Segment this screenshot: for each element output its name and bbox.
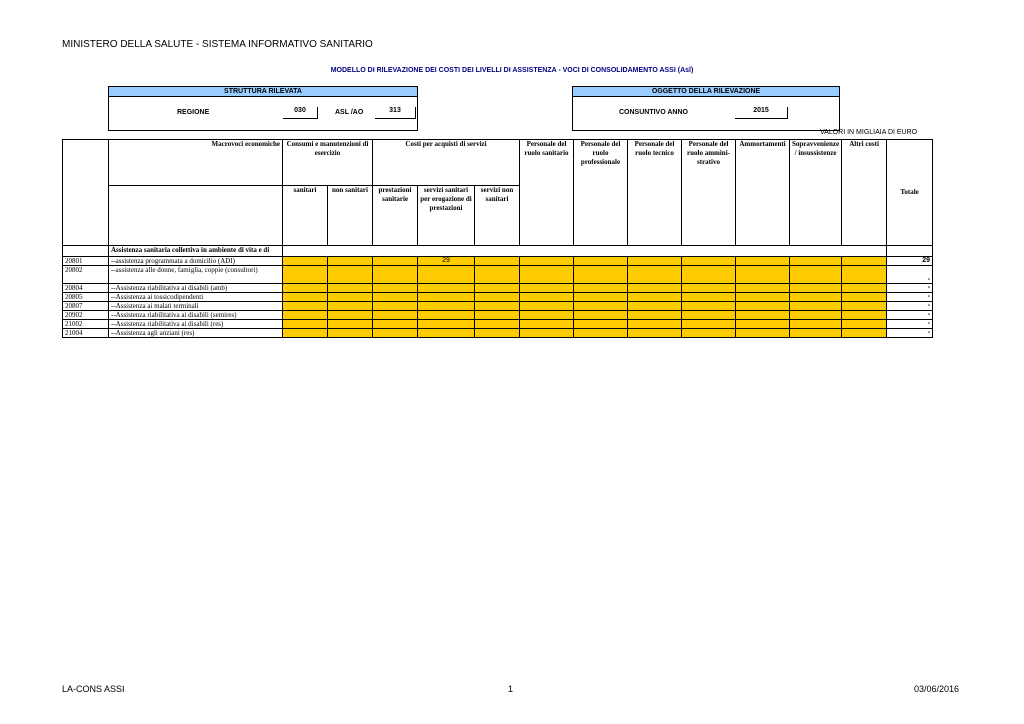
col-personale-tecnico: Personale del ruolo tecnico <box>628 140 682 246</box>
cell-servizi-sanitari[interactable] <box>418 311 475 320</box>
consuntivo-label: CONSUNTIVO ANNO <box>619 109 688 116</box>
cell-altri-costi[interactable] <box>842 311 887 320</box>
cell-servizi-non-sanitari[interactable] <box>475 293 520 302</box>
regione-value: 030 <box>283 107 318 119</box>
row-total: - <box>887 320 933 329</box>
cell-sanitari[interactable] <box>283 257 328 266</box>
cell-personale-professionale[interactable] <box>574 302 628 311</box>
footer-sheet-name: LA-CONS ASSI <box>62 684 125 694</box>
cell-personale-tecnico[interactable] <box>628 329 682 338</box>
row-total: 29 <box>887 257 933 266</box>
cell-personale-amministrativo[interactable] <box>682 329 736 338</box>
col-macrovoci: Macrovoci economiche <box>109 140 283 186</box>
cell-servizi-non-sanitari[interactable] <box>475 320 520 329</box>
col-sopravvenienze: Sopravvenienze / insussistenze <box>790 140 842 246</box>
row-label: --Assistenza riabilitativa ai disabili (res) <box>109 320 283 329</box>
row-code: 20902 <box>63 311 109 320</box>
row-code: 20805 <box>63 293 109 302</box>
cell-servizi-non-sanitari[interactable] <box>475 311 520 320</box>
cell-ammortamenti[interactable] <box>736 257 790 266</box>
cell-servizi-non-sanitari[interactable] <box>475 329 520 338</box>
cell-altri-costi[interactable] <box>842 266 887 284</box>
row-label: --Assistenza agli anziani (res) <box>109 329 283 338</box>
section-fill <box>283 246 887 257</box>
asl-label: ASL /AO <box>335 109 364 116</box>
oggetto-box <box>572 86 840 131</box>
cell-sopravvenienze[interactable] <box>790 266 842 284</box>
cell-prestazioni-sanitarie[interactable] <box>373 320 418 329</box>
cell-servizi-non-sanitari[interactable] <box>475 284 520 293</box>
col-personale-sanitario: Personale del ruolo sanitario <box>520 140 574 246</box>
cell-personale-professionale[interactable] <box>574 329 628 338</box>
cell-personale-amministrativo[interactable] <box>682 266 736 284</box>
cell-ammortamenti[interactable] <box>736 329 790 338</box>
cell-personale-sanitario[interactable] <box>520 293 574 302</box>
cell-sopravvenienze[interactable] <box>790 293 842 302</box>
cell-servizi-sanitari[interactable] <box>418 320 475 329</box>
cell-personale-sanitario[interactable] <box>520 266 574 284</box>
cell-ammortamenti[interactable] <box>736 284 790 293</box>
col-servizi-non-sanitari: servizi non sanitari <box>475 186 520 246</box>
cell-personale-amministrativo[interactable] <box>682 257 736 266</box>
row-label: --assistenza programmata a domicilio (ADI) <box>109 257 283 266</box>
cell-personale-professionale[interactable] <box>574 257 628 266</box>
table-row <box>63 311 933 320</box>
col-servizi-sanitari: servizi sanitari per erogazione di prestazioni <box>418 186 475 246</box>
cell-non-sanitari[interactable] <box>328 320 373 329</box>
cell-ammortamenti[interactable] <box>736 311 790 320</box>
section-total-cell <box>887 246 933 257</box>
row-label: --assistenza alle donne, famiglia, coppie (consultori) <box>109 266 283 284</box>
cell-servizi-sanitari[interactable] <box>418 266 475 284</box>
cell-personale-amministrativo[interactable] <box>682 302 736 311</box>
cell-altri-costi[interactable] <box>842 329 887 338</box>
oggetto-title: OGGETTO DELLA RILEVAZIONE <box>572 86 840 97</box>
macrovoci-spacer <box>109 186 283 246</box>
valori-label: VALORI IN MIGLIAIA DI EURO <box>820 129 918 136</box>
cost-table <box>62 139 933 338</box>
row-label: --Assistenza ai tossicodipendenti <box>109 293 283 302</box>
table-row <box>63 257 933 266</box>
cell-prestazioni-sanitarie[interactable] <box>373 293 418 302</box>
col-consumi: Consumi e manutenzioni di esercizio <box>283 140 373 186</box>
struttura-title: STRUTTURA RILEVATA <box>108 86 418 97</box>
cell-personale-tecnico[interactable] <box>628 311 682 320</box>
cell-personale-amministrativo[interactable] <box>682 320 736 329</box>
cell-altri-costi[interactable] <box>842 320 887 329</box>
cell-personale-professionale[interactable] <box>574 293 628 302</box>
cell-personale-sanitario[interactable] <box>520 311 574 320</box>
row-code: 21004 <box>63 329 109 338</box>
row-total: - <box>887 329 933 338</box>
cell-ammortamenti[interactable] <box>736 302 790 311</box>
cell-prestazioni-sanitarie[interactable] <box>373 311 418 320</box>
anno-value: 2015 <box>735 107 788 119</box>
table-row <box>63 302 933 311</box>
ministero-title: MINISTERO DELLA SALUTE - SISTEMA INFORMATIVO SANITARIO <box>62 39 373 50</box>
cell-non-sanitari[interactable] <box>328 266 373 284</box>
cell-personale-sanitario[interactable] <box>520 329 574 338</box>
cell-personale-amministrativo[interactable] <box>682 311 736 320</box>
cell-servizi-non-sanitari[interactable] <box>475 257 520 266</box>
row-total: - <box>887 311 933 320</box>
cell-non-sanitari[interactable] <box>328 284 373 293</box>
cell-ammortamenti[interactable] <box>736 293 790 302</box>
section-title: Assistenza sanitaria collettiva in ambiente di vita e di <box>109 246 283 257</box>
cell-personale-professionale[interactable] <box>574 320 628 329</box>
cell-personale-tecnico[interactable] <box>628 284 682 293</box>
cell-servizi-sanitari[interactable] <box>418 293 475 302</box>
cell-altri-costi[interactable] <box>842 257 887 266</box>
col-ammortamenti: Ammortamenti <box>736 140 790 246</box>
cell-servizi-sanitari[interactable] <box>418 302 475 311</box>
cell-non-sanitari[interactable] <box>328 293 373 302</box>
cell-personale-tecnico[interactable] <box>628 257 682 266</box>
cell-servizi-non-sanitari[interactable] <box>475 266 520 284</box>
row-code: 20801 <box>63 257 109 266</box>
cell-personale-amministrativo[interactable] <box>682 293 736 302</box>
cell-prestazioni-sanitarie[interactable] <box>373 257 418 266</box>
asl-value: 313 <box>375 107 416 119</box>
cell-sanitari[interactable] <box>283 293 328 302</box>
col-personale-professionale: Personale del ruolo professionale <box>574 140 628 246</box>
cell-personale-sanitario[interactable] <box>520 284 574 293</box>
cell-personale-sanitario[interactable] <box>520 320 574 329</box>
row-code: 20807 <box>63 302 109 311</box>
cell-personale-amministrativo[interactable] <box>682 284 736 293</box>
cell-non-sanitari[interactable] <box>328 311 373 320</box>
cell-personale-tecnico[interactable] <box>628 293 682 302</box>
cell-prestazioni-sanitarie[interactable] <box>373 266 418 284</box>
code-header-cell <box>63 140 109 246</box>
table-row <box>63 266 933 284</box>
cell-sanitari[interactable] <box>283 284 328 293</box>
cell-prestazioni-sanitarie[interactable] <box>373 284 418 293</box>
cell-sopravvenienze[interactable] <box>790 284 842 293</box>
cell-altri-costi[interactable] <box>842 302 887 311</box>
cell-prestazioni-sanitarie[interactable] <box>373 329 418 338</box>
cell-sopravvenienze[interactable] <box>790 329 842 338</box>
cell-ammortamenti[interactable] <box>736 320 790 329</box>
row-code: 20804 <box>63 284 109 293</box>
regione-label: REGIONE <box>177 109 210 116</box>
cell-non-sanitari[interactable] <box>328 302 373 311</box>
row-total: - <box>887 266 933 284</box>
cell-prestazioni-sanitarie[interactable] <box>373 302 418 311</box>
cell-sopravvenienze[interactable] <box>790 302 842 311</box>
table-row <box>63 293 933 302</box>
cell-personale-sanitario[interactable] <box>520 302 574 311</box>
footer-page-number: 1 <box>508 684 514 694</box>
col-totale: Totale <box>887 140 933 246</box>
row-label: --Assistenza ai malati terminali <box>109 302 283 311</box>
col-altri-costi: Altri costi <box>842 140 887 246</box>
row-total: - <box>887 284 933 293</box>
cell-altri-costi[interactable] <box>842 284 887 293</box>
col-sanitari: sanitari <box>283 186 328 246</box>
section-code-cell <box>63 246 109 257</box>
cell-altri-costi[interactable] <box>842 293 887 302</box>
cell-personale-tecnico[interactable] <box>628 302 682 311</box>
struttura-box <box>108 86 418 131</box>
cell-personale-tecnico[interactable] <box>628 266 682 284</box>
cell-sanitari[interactable] <box>283 302 328 311</box>
row-label: --Assistenza riabilitativa ai disabili (amb) <box>109 284 283 293</box>
col-non-sanitari: non sanitari <box>328 186 373 246</box>
row-code: 21002 <box>63 320 109 329</box>
cell-servizi-sanitari[interactable]: 29 <box>418 257 475 266</box>
cell-sanitari[interactable] <box>283 311 328 320</box>
row-total: - <box>887 293 933 302</box>
col-prestazioni-sanitarie: prestazioni sanitarie <box>373 186 418 246</box>
table-row <box>63 329 933 338</box>
cell-personale-professionale[interactable] <box>574 266 628 284</box>
cell-servizi-non-sanitari[interactable] <box>475 302 520 311</box>
table-row <box>63 284 933 293</box>
cell-servizi-sanitari[interactable] <box>418 329 475 338</box>
row-label: --Assistenza riabilitativa ai disabili (semires) <box>109 311 283 320</box>
cell-personale-sanitario[interactable] <box>520 257 574 266</box>
modello-title: MODELLO DI RILEVAZIONE DEI COSTI DEI LIVELLI DI ASSISTENZA - VOCI DI CONSOLIDAMENTO ASSI (Asl) <box>330 67 694 74</box>
cell-servizi-sanitari[interactable] <box>418 284 475 293</box>
cell-non-sanitari[interactable] <box>328 257 373 266</box>
cell-ammortamenti[interactable] <box>736 266 790 284</box>
cell-sanitari[interactable] <box>283 320 328 329</box>
col-costi-acquisti: Costi per acquisti di servizi <box>373 140 520 186</box>
cell-non-sanitari[interactable] <box>328 329 373 338</box>
cell-personale-professionale[interactable] <box>574 311 628 320</box>
cell-sopravvenienze[interactable] <box>790 311 842 320</box>
cell-personale-tecnico[interactable] <box>628 320 682 329</box>
cell-sanitari[interactable] <box>283 329 328 338</box>
cell-sopravvenienze[interactable] <box>790 257 842 266</box>
cell-personale-professionale[interactable] <box>574 284 628 293</box>
cell-sopravvenienze[interactable] <box>790 320 842 329</box>
footer-date: 03/06/2016 <box>914 684 960 694</box>
row-code: 20802 <box>63 266 109 284</box>
cell-sanitari[interactable] <box>283 266 328 284</box>
row-total: - <box>887 302 933 311</box>
table-row <box>63 320 933 329</box>
col-personale-amministrativo: Personale del ruolo ammini-strativo <box>682 140 736 246</box>
